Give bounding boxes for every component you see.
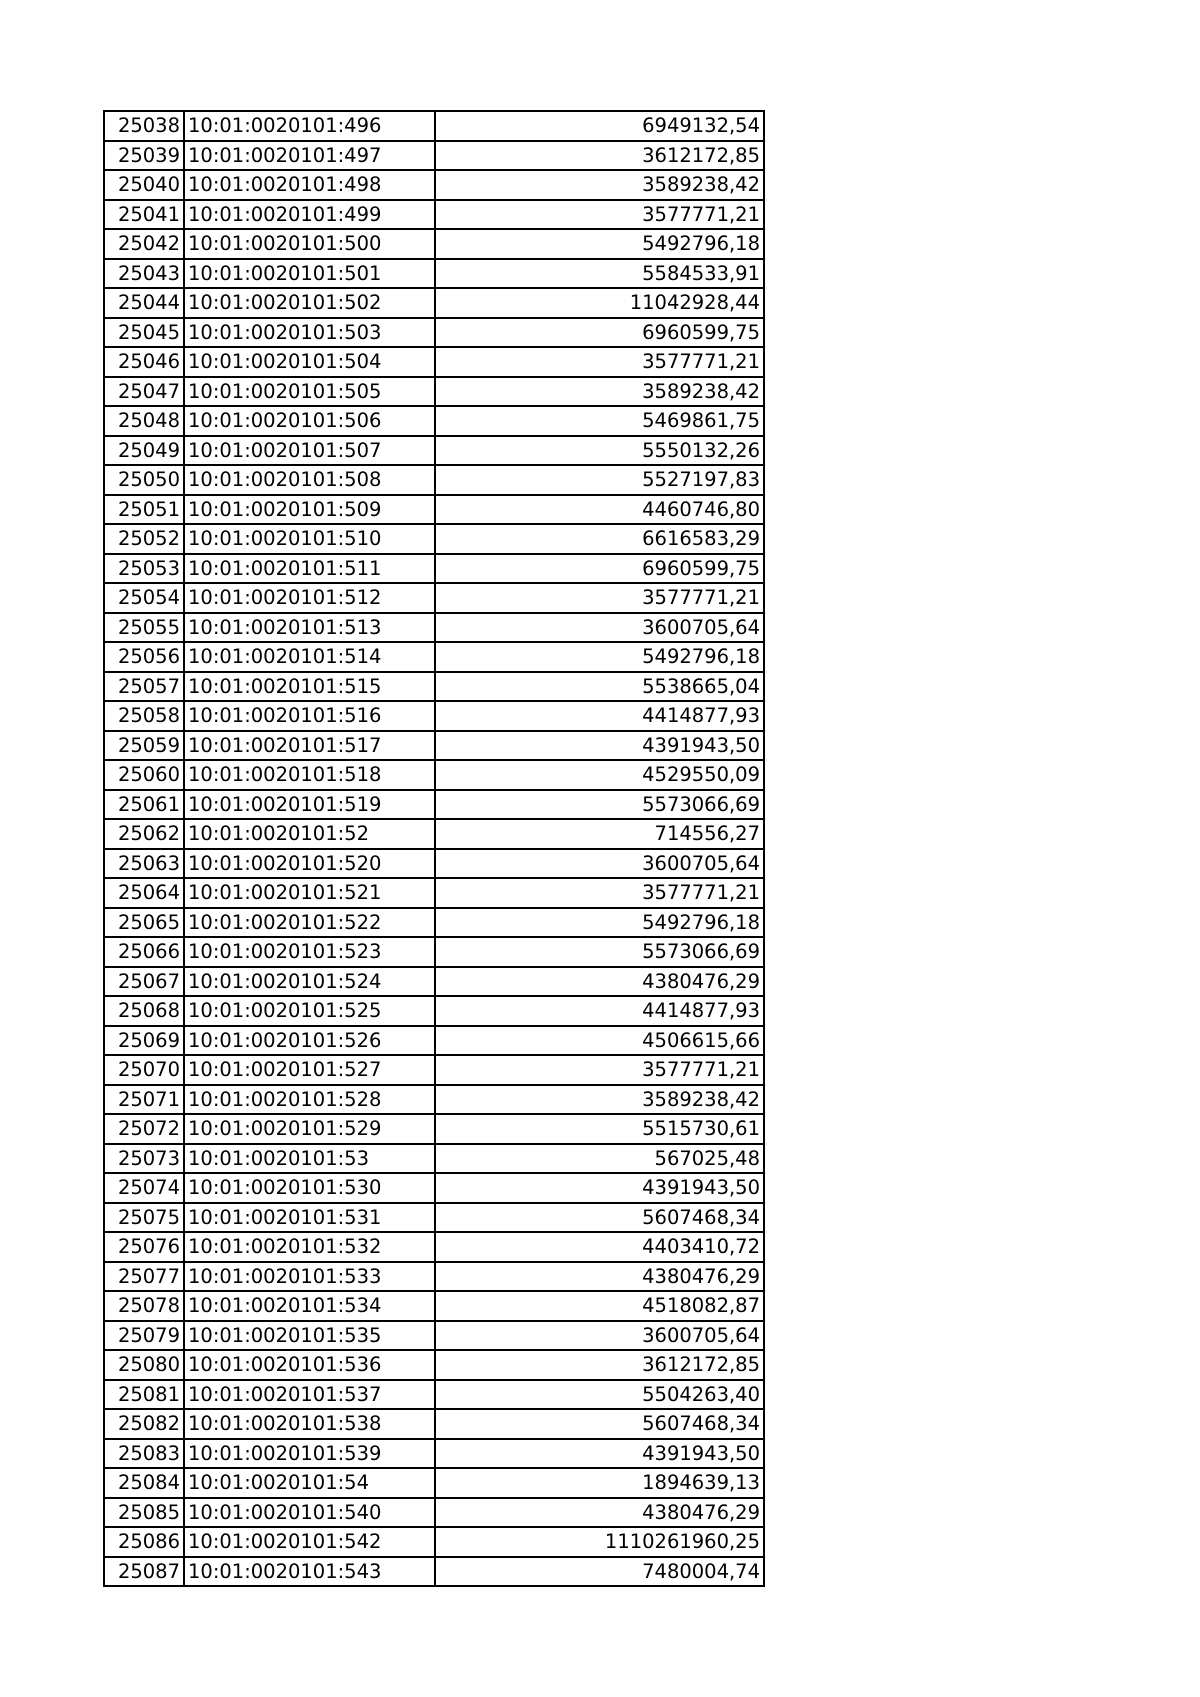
cadastral-number-cell: 10:01:0020101:517	[184, 731, 435, 761]
table-row	[104, 642, 764, 672]
cadastral-number-cell: 10:01:0020101:526	[184, 1026, 435, 1056]
row-number-cell: 25067	[104, 967, 184, 997]
cadastral-number-cell: 10:01:0020101:529	[184, 1114, 435, 1144]
table-row	[104, 1321, 764, 1351]
row-number-cell: 25041	[104, 200, 184, 230]
table-row	[104, 1439, 764, 1469]
table-row	[104, 1350, 764, 1380]
table-row	[104, 672, 764, 702]
cadastral-value-cell: 4460746,80	[435, 495, 764, 525]
table-row	[104, 141, 764, 171]
table-row	[104, 937, 764, 967]
table-row	[104, 318, 764, 348]
cadastral-number-cell: 10:01:0020101:540	[184, 1498, 435, 1528]
table-row	[104, 908, 764, 938]
cadastral-number-cell: 10:01:0020101:54	[184, 1468, 435, 1498]
cadastral-value-cell: 3577771,21	[435, 878, 764, 908]
row-number-cell: 25038	[104, 111, 184, 141]
cadastral-value-cell: 3577771,21	[435, 200, 764, 230]
cadastral-value-cell: 714556,27	[435, 819, 764, 849]
cadastral-value-cell: 5538665,04	[435, 672, 764, 702]
row-number-cell: 25072	[104, 1114, 184, 1144]
table-row	[104, 377, 764, 407]
table-row	[104, 701, 764, 731]
cadastral-value-cell: 1110261960,25	[435, 1527, 764, 1557]
cadastral-number-cell: 10:01:0020101:504	[184, 347, 435, 377]
cadastral-number-cell: 10:01:0020101:534	[184, 1291, 435, 1321]
cadastral-number-cell: 10:01:0020101:528	[184, 1085, 435, 1115]
cadastral-value-cell: 4391943,50	[435, 1173, 764, 1203]
cadastral-value-cell: 3577771,21	[435, 347, 764, 377]
cadastral-number-cell: 10:01:0020101:543	[184, 1557, 435, 1587]
table-row	[104, 259, 764, 289]
cadastral-number-cell: 10:01:0020101:53	[184, 1144, 435, 1174]
cadastral-number-cell: 10:01:0020101:510	[184, 524, 435, 554]
cadastral-number-cell: 10:01:0020101:515	[184, 672, 435, 702]
cadastral-value-cell: 3577771,21	[435, 1055, 764, 1085]
table-row	[104, 1055, 764, 1085]
table-row	[104, 1085, 764, 1115]
table-row	[104, 878, 764, 908]
table-row	[104, 790, 764, 820]
cadastral-number-cell: 10:01:0020101:522	[184, 908, 435, 938]
table-row	[104, 1232, 764, 1262]
cadastral-value-cell: 5573066,69	[435, 790, 764, 820]
table-row	[104, 288, 764, 318]
row-number-cell: 25065	[104, 908, 184, 938]
cadastral-number-cell: 10:01:0020101:497	[184, 141, 435, 171]
table-row	[104, 819, 764, 849]
table-row	[104, 111, 764, 141]
cadastral-number-cell: 10:01:0020101:524	[184, 967, 435, 997]
table-row	[104, 731, 764, 761]
row-number-cell: 25040	[104, 170, 184, 200]
table-row	[104, 406, 764, 436]
row-number-cell: 25073	[104, 1144, 184, 1174]
row-number-cell: 25043	[104, 259, 184, 289]
table-row	[104, 554, 764, 584]
cadastral-value-cell: 5550132,26	[435, 436, 764, 466]
row-number-cell: 25059	[104, 731, 184, 761]
cadastral-value-cell: 4529550,09	[435, 760, 764, 790]
cadastral-value-cell: 4380476,29	[435, 1498, 764, 1528]
cadastral-value-cell: 5573066,69	[435, 937, 764, 967]
cadastral-value-cell: 5492796,18	[435, 908, 764, 938]
row-number-cell: 25076	[104, 1232, 184, 1262]
table-row	[104, 1380, 764, 1410]
row-number-cell: 25057	[104, 672, 184, 702]
table-row	[104, 1468, 764, 1498]
cadastral-value-cell: 3612172,85	[435, 141, 764, 171]
row-number-cell: 25048	[104, 406, 184, 436]
cadastral-number-cell: 10:01:0020101:513	[184, 613, 435, 643]
cadastral-value-cell: 5515730,61	[435, 1114, 764, 1144]
cadastral-value-cell: 5469861,75	[435, 406, 764, 436]
cadastral-value-cell: 3600705,64	[435, 613, 764, 643]
row-number-cell: 25086	[104, 1527, 184, 1557]
cadastral-value-cell: 4506615,66	[435, 1026, 764, 1056]
row-number-cell: 25047	[104, 377, 184, 407]
cadastral-value-cell: 3600705,64	[435, 849, 764, 879]
table-row	[104, 1291, 764, 1321]
cadastral-value-cell: 11042928,44	[435, 288, 764, 318]
row-number-cell: 25082	[104, 1409, 184, 1439]
table-row	[104, 347, 764, 377]
cadastral-value-table	[103, 110, 765, 1587]
cadastral-number-cell: 10:01:0020101:533	[184, 1262, 435, 1292]
cadastral-number-cell: 10:01:0020101:503	[184, 318, 435, 348]
row-number-cell: 25087	[104, 1557, 184, 1587]
cadastral-value-cell: 4391943,50	[435, 1439, 764, 1469]
cadastral-number-cell: 10:01:0020101:519	[184, 790, 435, 820]
cadastral-number-cell: 10:01:0020101:525	[184, 996, 435, 1026]
cadastral-value-cell: 3589238,42	[435, 377, 764, 407]
cadastral-number-cell: 10:01:0020101:542	[184, 1527, 435, 1557]
cadastral-number-cell: 10:01:0020101:508	[184, 465, 435, 495]
row-number-cell: 25064	[104, 878, 184, 908]
row-number-cell: 25069	[104, 1026, 184, 1056]
cadastral-value-cell: 5607468,34	[435, 1203, 764, 1233]
cadastral-value-cell: 4391943,50	[435, 731, 764, 761]
row-number-cell: 25068	[104, 996, 184, 1026]
cadastral-number-cell: 10:01:0020101:527	[184, 1055, 435, 1085]
cadastral-number-cell: 10:01:0020101:523	[184, 937, 435, 967]
cadastral-value-cell: 567025,48	[435, 1144, 764, 1174]
cadastral-value-cell: 3577771,21	[435, 583, 764, 613]
cadastral-number-cell: 10:01:0020101:498	[184, 170, 435, 200]
cadastral-value-cell: 4380476,29	[435, 1262, 764, 1292]
cadastral-number-cell: 10:01:0020101:506	[184, 406, 435, 436]
cadastral-value-cell: 6949132,54	[435, 111, 764, 141]
cadastral-number-cell: 10:01:0020101:514	[184, 642, 435, 672]
table-row	[104, 1262, 764, 1292]
row-number-cell: 25074	[104, 1173, 184, 1203]
cadastral-number-cell: 10:01:0020101:538	[184, 1409, 435, 1439]
table-row	[104, 849, 764, 879]
table-row	[104, 229, 764, 259]
cadastral-value-cell: 5607468,34	[435, 1409, 764, 1439]
cadastral-number-cell: 10:01:0020101:500	[184, 229, 435, 259]
row-number-cell: 25051	[104, 495, 184, 525]
row-number-cell: 25070	[104, 1055, 184, 1085]
row-number-cell: 25077	[104, 1262, 184, 1292]
row-number-cell: 25066	[104, 937, 184, 967]
row-number-cell: 25044	[104, 288, 184, 318]
table-row	[104, 1203, 764, 1233]
cadastral-value-cell: 5584533,91	[435, 259, 764, 289]
row-number-cell: 25078	[104, 1291, 184, 1321]
cadastral-number-cell: 10:01:0020101:516	[184, 701, 435, 731]
cadastral-value-cell: 4518082,87	[435, 1291, 764, 1321]
cadastral-value-cell: 5504263,40	[435, 1380, 764, 1410]
cadastral-number-cell: 10:01:0020101:502	[184, 288, 435, 318]
cadastral-number-cell: 10:01:0020101:535	[184, 1321, 435, 1351]
row-number-cell: 25080	[104, 1350, 184, 1380]
cadastral-value-cell: 6960599,75	[435, 318, 764, 348]
row-number-cell: 25042	[104, 229, 184, 259]
table-row	[104, 996, 764, 1026]
table-row	[104, 465, 764, 495]
cadastral-number-cell: 10:01:0020101:499	[184, 200, 435, 230]
row-number-cell: 25079	[104, 1321, 184, 1351]
cadastral-value-cell: 5492796,18	[435, 229, 764, 259]
table-row	[104, 1173, 764, 1203]
cadastral-value-cell: 3600705,64	[435, 1321, 764, 1351]
row-number-cell: 25052	[104, 524, 184, 554]
row-number-cell: 25053	[104, 554, 184, 584]
table-row	[104, 524, 764, 554]
cadastral-number-cell: 10:01:0020101:521	[184, 878, 435, 908]
cadastral-value-cell: 5527197,83	[435, 465, 764, 495]
row-number-cell: 25085	[104, 1498, 184, 1528]
cadastral-number-cell: 10:01:0020101:530	[184, 1173, 435, 1203]
cadastral-number-cell: 10:01:0020101:509	[184, 495, 435, 525]
cadastral-value-cell: 6616583,29	[435, 524, 764, 554]
cadastral-number-cell: 10:01:0020101:537	[184, 1380, 435, 1410]
table-row	[104, 1114, 764, 1144]
row-number-cell: 25075	[104, 1203, 184, 1233]
row-number-cell: 25071	[104, 1085, 184, 1115]
cadastral-number-cell: 10:01:0020101:507	[184, 436, 435, 466]
row-number-cell: 25060	[104, 760, 184, 790]
row-number-cell: 25050	[104, 465, 184, 495]
row-number-cell: 25084	[104, 1468, 184, 1498]
cadastral-value-cell: 3589238,42	[435, 1085, 764, 1115]
table-row	[104, 1409, 764, 1439]
cadastral-number-cell: 10:01:0020101:511	[184, 554, 435, 584]
cadastral-number-cell: 10:01:0020101:531	[184, 1203, 435, 1233]
cadastral-value-cell: 7480004,74	[435, 1557, 764, 1587]
table-row	[104, 1498, 764, 1528]
cadastral-number-cell: 10:01:0020101:532	[184, 1232, 435, 1262]
table-row	[104, 583, 764, 613]
table-row	[104, 760, 764, 790]
cadastral-number-cell: 10:01:0020101:496	[184, 111, 435, 141]
cadastral-number-cell: 10:01:0020101:512	[184, 583, 435, 613]
row-number-cell: 25081	[104, 1380, 184, 1410]
row-number-cell: 25049	[104, 436, 184, 466]
cadastral-value-cell: 6960599,75	[435, 554, 764, 584]
table-body	[104, 111, 764, 1586]
cadastral-number-cell: 10:01:0020101:505	[184, 377, 435, 407]
cadastral-number-cell: 10:01:0020101:52	[184, 819, 435, 849]
cadastral-value-cell: 5492796,18	[435, 642, 764, 672]
row-number-cell: 25054	[104, 583, 184, 613]
row-number-cell: 25083	[104, 1439, 184, 1469]
table-row	[104, 436, 764, 466]
row-number-cell: 25061	[104, 790, 184, 820]
table-row	[104, 967, 764, 997]
table-row	[104, 495, 764, 525]
cadastral-value-cell: 4403410,72	[435, 1232, 764, 1262]
cadastral-number-cell: 10:01:0020101:501	[184, 259, 435, 289]
table-row	[104, 613, 764, 643]
cadastral-value-cell: 3612172,85	[435, 1350, 764, 1380]
row-number-cell: 25063	[104, 849, 184, 879]
cadastral-value-cell: 4380476,29	[435, 967, 764, 997]
table-row	[104, 1144, 764, 1174]
row-number-cell: 25045	[104, 318, 184, 348]
cadastral-number-cell: 10:01:0020101:520	[184, 849, 435, 879]
table-row	[104, 1026, 764, 1056]
cadastral-number-cell: 10:01:0020101:536	[184, 1350, 435, 1380]
row-number-cell: 25046	[104, 347, 184, 377]
table-row	[104, 200, 764, 230]
cadastral-value-cell: 3589238,42	[435, 170, 764, 200]
cadastral-value-cell: 4414877,93	[435, 701, 764, 731]
table-row	[104, 1557, 764, 1587]
cadastral-number-cell: 10:01:0020101:539	[184, 1439, 435, 1469]
table-row	[104, 1527, 764, 1557]
table-row	[104, 170, 764, 200]
row-number-cell: 25055	[104, 613, 184, 643]
row-number-cell: 25058	[104, 701, 184, 731]
row-number-cell: 25039	[104, 141, 184, 171]
cadastral-number-cell: 10:01:0020101:518	[184, 760, 435, 790]
cadastral-value-cell: 1894639,13	[435, 1468, 764, 1498]
row-number-cell: 25062	[104, 819, 184, 849]
row-number-cell: 25056	[104, 642, 184, 672]
cadastral-value-cell: 4414877,93	[435, 996, 764, 1026]
